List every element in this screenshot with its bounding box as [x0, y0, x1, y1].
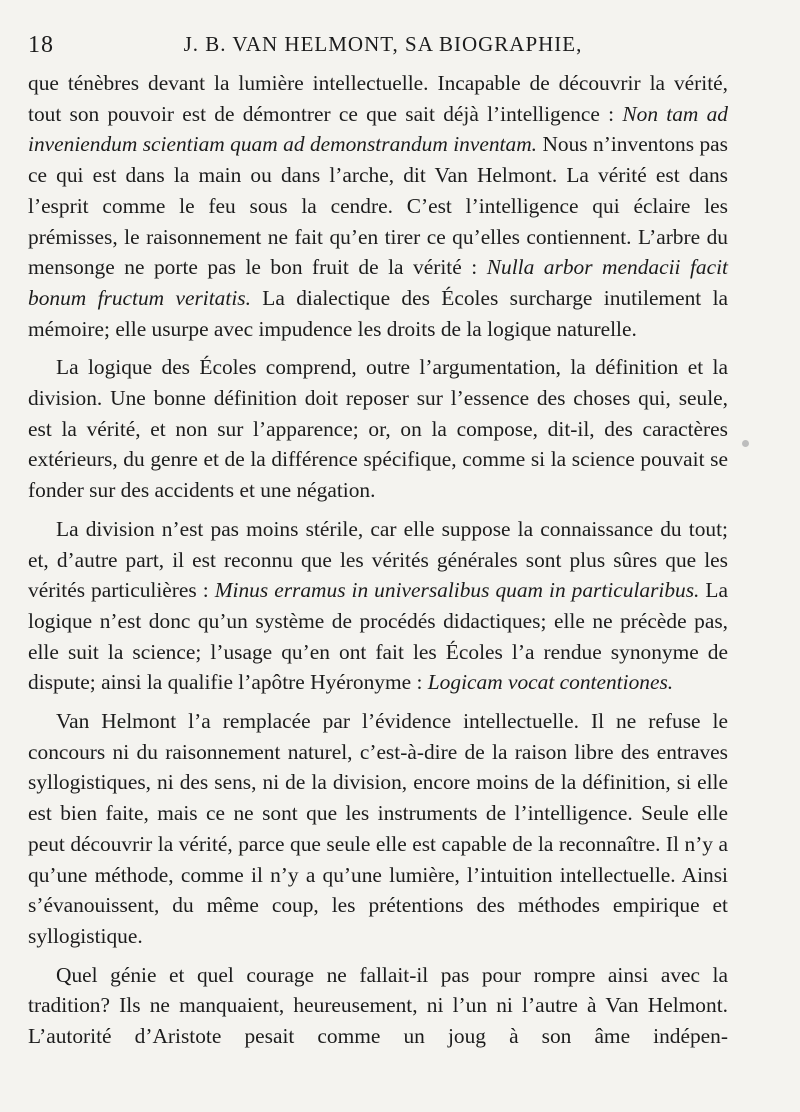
latin-quotation: Non tam ad inveniendum scientiam quam ad demonstrandum inventam.: [28, 101, 728, 157]
paper-speck: [742, 440, 749, 447]
latin-quotation: Minus erramus in universalibus quam in particularibus.: [214, 578, 700, 603]
page-number: 18: [28, 32, 54, 58]
text-run: La division n’est pas moins stérile, car elle suppose la connaissance du tout; et, d’autre part, il est reconnu que les vérités générales sont plus sûres que les vérités particulières :: [28, 516, 728, 603]
page-header: [28, 22, 728, 62]
text-run: La logique n’est donc qu’un système de procédés didactiques; elle ne précède pas, elle suit la science; l’usage qu’en ont fait les Écoles l’a rendue synonyme de dispute; ainsi la qualifie l’apôtre Hyéronyme :: [28, 578, 728, 695]
latin-quotation: Logicam vocat contentiones.: [427, 670, 674, 695]
paragraph-3: [28, 514, 728, 698]
paragraph-4: [28, 706, 728, 952]
text-run: Quel génie et quel courage ne fallait-il pas pour rompre ainsi avec la tradition? Ils ne manquaient, heureusement, ni l’un ni l’autre à Van Helmont. L’autorité d’Aristote pesait comme un joug à son âme indépen-: [28, 962, 728, 1049]
page-body: [28, 68, 728, 1052]
text-run: Van Helmont l’a remplacée par l’évidence intellectuelle. Il ne refuse le concours ni du raisonnement naturel, c’est-à-dire de la raison libre des entraves syllogistiques, ni des sens, ni de la division, encore moins de la définition, si elle est bien faite, mais ce ne sont que les instruments de l’intelligence. Seule elle peut découvrir la vérité, parce que seule elle est capable de la reconnaître. Il n’y a qu’une méthode, comme il n’y a qu’une lumière, l’intuition intellectuelle. Ainsi s’évanouissent, du même coup, les prétentions des méthodes empirique et syllogistique.: [28, 709, 728, 948]
text-run: La logique des Écoles comprend, outre l’argumentation, la définition et la division. Une bonne définition doit reposer sur l’essence des choses qui, seule, est la vérité, et non sur l’apparence; or, on la compose, dit-il, des caractères extérieurs, du genre et de la différence spécifique, comme si la science pouvait se fonder sur des accidents et une négation.: [28, 355, 728, 503]
paragraph-1: [28, 68, 728, 344]
text-run: La dialectique des Écoles surcharge inutilement la mémoire; elle usurpe avec impudence les droits de la logique naturelle.: [28, 285, 729, 341]
paragraph-5: [28, 960, 728, 1052]
latin-quotation: Nulla arbor mendacii facit bonum fructum veritatis.: [28, 255, 729, 310]
running-title: J. B. VAN HELMONT, SA BIOGRAPHIE,: [183, 32, 583, 56]
text-run: Nous n’inventons pas ce qui est dans la main ou dans l’arche, dit Van Helmont. La vérité est dans l’esprit comme le feu sous la cendre. C’est l’intelligence qui éclaire les prémisses, le raisonnement ne fait qu’en tirer ce qu’elles contiennent. L’arbre du mensonge ne porte pas le bon fruit de la vérité :: [28, 132, 728, 280]
paragraph-2: [28, 352, 728, 506]
text-run: que ténèbres devant la lumière intellectuelle. Incapable de découvrir la vérité, tout son pouvoir est de démontrer ce que sait déjà l’intelligence :: [28, 71, 728, 126]
